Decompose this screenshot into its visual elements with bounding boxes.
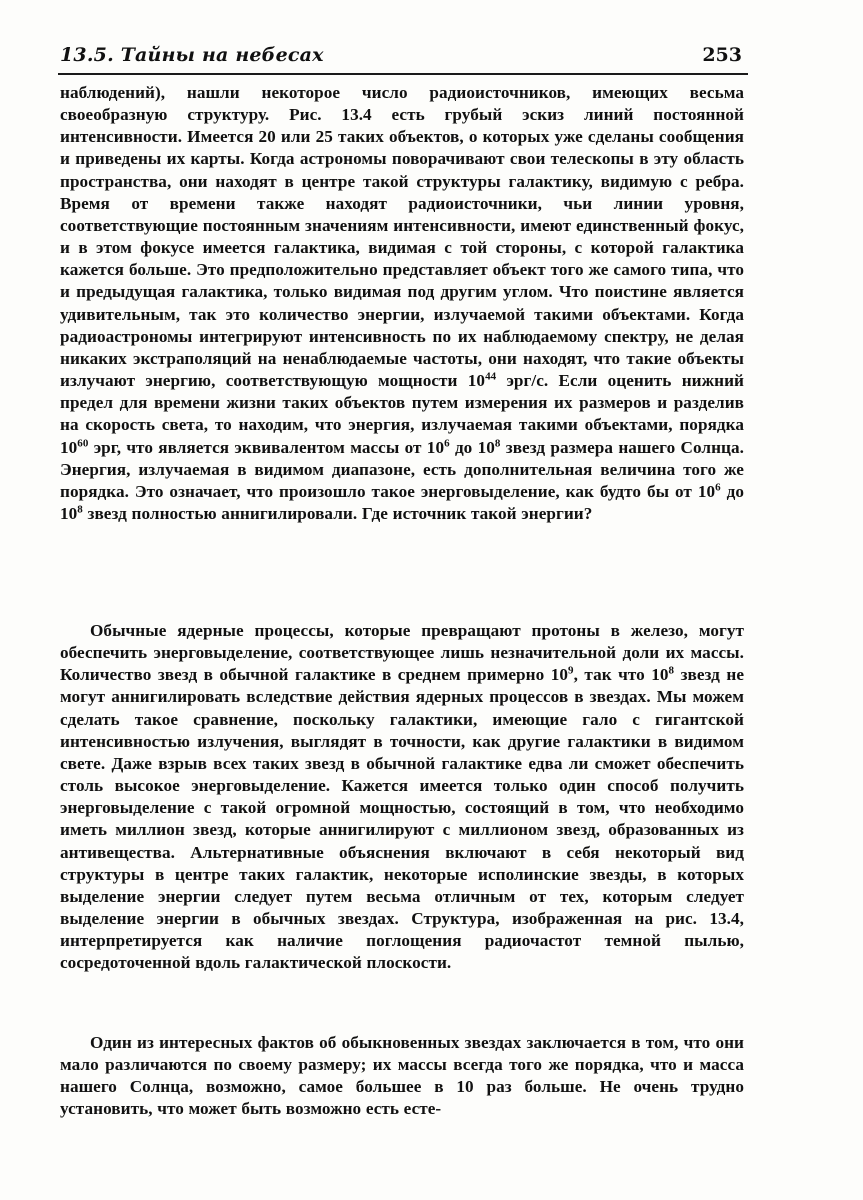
exponent-60: 60 [77, 436, 89, 449]
paragraph-2-text-b: , так что 10 [573, 665, 669, 685]
paragraph-1 [60, 82, 744, 525]
paragraph-1-text-e: звезд размера нашего Солнца. Энергия, излучаемая в видимом диапазоне, есть дополнительная величина того же порядка. Это означает, что произошло такое энерговыделение, как будто бы от 10 [60, 437, 744, 501]
paragraph-3: Один из интересных фактов об обыкновенных звездах заключается в том, что они мало различаются по своему размеру; их массы всегда того же порядка, что и масса нашего Солнца, возможно, самое большее в 10 раз больше. Не очень трудно установить, что может быть возможно есть есте- [60, 1033, 744, 1119]
exponent-9: 9 [568, 664, 574, 677]
running-title: 13.5. Тайны на небесах [60, 44, 324, 66]
paragraph-1-text-b: эрг/с. Если оценить нижний предел для времени жизни таких объектов путем измерения их размеров и разделив на скорость света, то находим, что энергия, излучаемая такими объектами, порядка 10 [60, 371, 744, 457]
header-rule [58, 73, 748, 75]
exponent-8c: 8 [668, 664, 675, 677]
exponent-8b: 8 [77, 503, 83, 516]
paragraph-2 [60, 620, 744, 975]
paragraph-1-text-d: до 10 [449, 437, 495, 457]
page-header [58, 42, 748, 72]
exponent-44: 44 [485, 370, 497, 383]
paragraph-3-block [60, 1032, 744, 1121]
exponent-6a: 6 [444, 436, 450, 449]
paragraph-2-text-a: Обычные ядерные процессы, которые превращают протоны в железо, могут обеспечить энерговыделение, соответствующее лишь незначительной доли их массы. Количество звезд в обычной галактике в среднем примерно 10 [60, 621, 744, 685]
paragraph-1-text-c: эрг, что является эквивалентом массы от 10 [88, 437, 445, 457]
page-number: 253 [702, 44, 742, 66]
exponent-8a: 8 [494, 436, 501, 449]
paragraph-1-text-f: до 10 [60, 481, 744, 523]
paragraph-1-text-g: звезд полностью аннигилировали. Где источник такой энергии? [82, 503, 593, 523]
paragraph-2-block [60, 620, 744, 975]
exponent-6b: 6 [715, 481, 721, 494]
paragraph-1-text-a: наблюдений), нашли некоторое число радиоисточников, имеющих весьма своеобразную структуру. Рис. 13.4 есть грубый эскиз линий постоянной интенсивности. Имеется 20 или 25 таких объектов, о которых уже сделаны сообщения и приведены их карты. Когда астрономы поворачивают свои телескопы в эту область пространства, они находят в центре такой структуры галактику, видимую с ребра. Время от времени также находят радиоисточники, чьи линии уровня, соответствующие постоянным значениям интенсивности, имеют единственный фокус, и в этом фокусе имеется галактика, видимая с той стороны, с которой галактика кажется больше. Это предположительно представляет объект того же самого типа, что и предыдущая галактика, только видимая под другим углом. Что поистине является удивительным, так это количество энергии, излучаемой такими объектами. Когда радиоастрономы интегрируют интенсивность по их наблюдаемому спектру, не делая никаких экстраполяций на ненаблюдаемые частоты, они находят, что такие объекты излучают энергию, соответствующую мощности 10 [60, 83, 744, 391]
paragraph-2-text-c: звезд не могут аннигилировать вследствие действия ядерных процессов в звездах. Мы можем сделать такое сравнение, поскольку галактики, имеющие гало с гигантской интенсивностью излучения, выглядят в точности, как другие галактики в видимом свете. Даже взрыв всех таких звезд в обычной галактике едва ли сможет обеспечить столь высокое энерговыделение. Кажется имеется только один способ получить энерговыделение с такой огромной мощностью, состоящий в том, что необходимо иметь миллион звезд, которые аннигилируют с миллионом звезд, образованных из антивещества. Альтернативные объяснения включают в себя некоторый вид структуры в центре таких галактик, некоторые исполинские звезды, в которых выделение энергии следует путем весьма отличным от тех, которым следует выделение энергии в обычных звездах. Структура, изображенная на рис. 13.4, интерпретируется как наличие поглощения радиочастот темной пылью, сосредоточенной вдоль галактической плоскости. [60, 665, 745, 973]
paragraph-1-block [60, 82, 744, 525]
